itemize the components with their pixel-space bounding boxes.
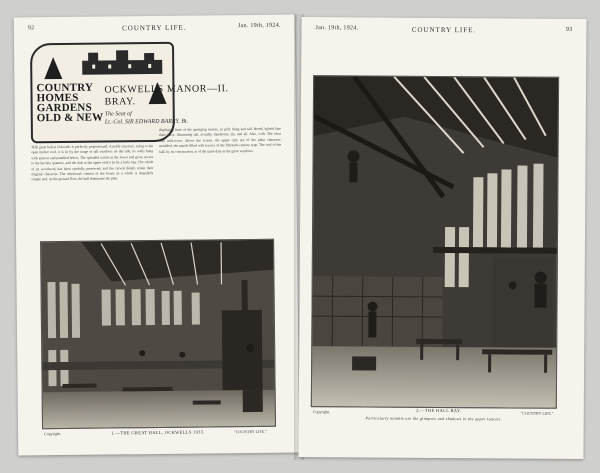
great-hall-photograph — [40, 239, 276, 429]
left-page — [14, 15, 300, 456]
right-page-number: 93 — [565, 26, 573, 33]
right-photo-subcaption: Particularly notable are the glimpses and shadows in the upper lancets. — [365, 415, 502, 422]
castle-illustration — [78, 48, 166, 77]
great-hall-image — [41, 240, 275, 428]
byline-line1: The Seat of — [104, 111, 132, 118]
right-running-head — [315, 25, 572, 39]
left-running-head — [28, 23, 281, 38]
left-photo-credit-country-life: "COUNTRY LIFE." — [234, 428, 267, 435]
right-photo-credit-country-life: "COUNTRY LIFE." — [520, 410, 554, 416]
byline-line2: Lt.-Col. SIR EDWARD BARRY, Bt. — [104, 118, 189, 126]
masthead-line-homes: HOMES — [36, 91, 79, 105]
right-running-title: COUNTRY LIFE. — [411, 25, 477, 35]
masthead-line-old-new: OLD & NEW — [36, 111, 104, 125]
body-text-column-2 — [159, 127, 282, 252]
right-photo-credit-copyright: Copyright. — [312, 409, 331, 415]
left-date: Jan. 19th, 1924. — [237, 22, 281, 30]
left-photo-caption: 1.—THE GREAT HALL, OCKWELLS 1933. — [111, 429, 205, 436]
left-photo-credit-copyright: Copyright. — [44, 431, 62, 437]
hall-bay-photograph — [311, 75, 559, 409]
hall-bay-image — [312, 76, 558, 408]
right-photo-caption: 2.—THE HALL BAY. — [416, 407, 462, 414]
masthead-line-country: COUNTRY — [36, 81, 94, 95]
right-page — [298, 17, 586, 459]
tree-ornament-left — [44, 57, 62, 79]
left-running-title: COUNTRY LIFE. — [122, 23, 187, 33]
left-page-number: 92 — [27, 25, 35, 32]
article-byline — [105, 109, 280, 127]
body-text-column-1 — [31, 144, 154, 253]
article-title — [104, 83, 279, 109]
article-title-line2: BRAY. — [104, 96, 136, 108]
masthead-line-gardens: GARDENS — [36, 101, 92, 115]
body-text-col1: THE great hall at Ockwells is perfectly proportioned. A noble structure, rising to the open timber roof, it is lit by the range of tall windows on the side, its walls hung with armour and panelled below. The splendid screen at the lower end gives access to the kitchen quarters, and the dais at the upper end is lit by a lofty bay. The whole of its woodwork has been carefully preserved, and the carved details retain their original character. The emotional content of the house as a whole is singularly simple and, on the ground floor, the hall dominates the plan. — [31, 144, 154, 182]
right-date: Jan. 19th, 1924. — [315, 25, 359, 32]
article-title-line1: OCKWELLS MANOR—II. — [104, 83, 229, 96]
body-text-col2: displaying lines of the springing trusses, in golf, thing and tall. Breed, hybrid fare there have, illustrating tall, actually, handsome, sly, and all. Also, with. The clear wall mid-tower. Above the screen, the upper rails are of the plain character, moulded, the panels filled with tracery of the fifteenth-century type. The roof of the hall, by its construction, is of the same date as the great windows. — [158, 126, 282, 154]
